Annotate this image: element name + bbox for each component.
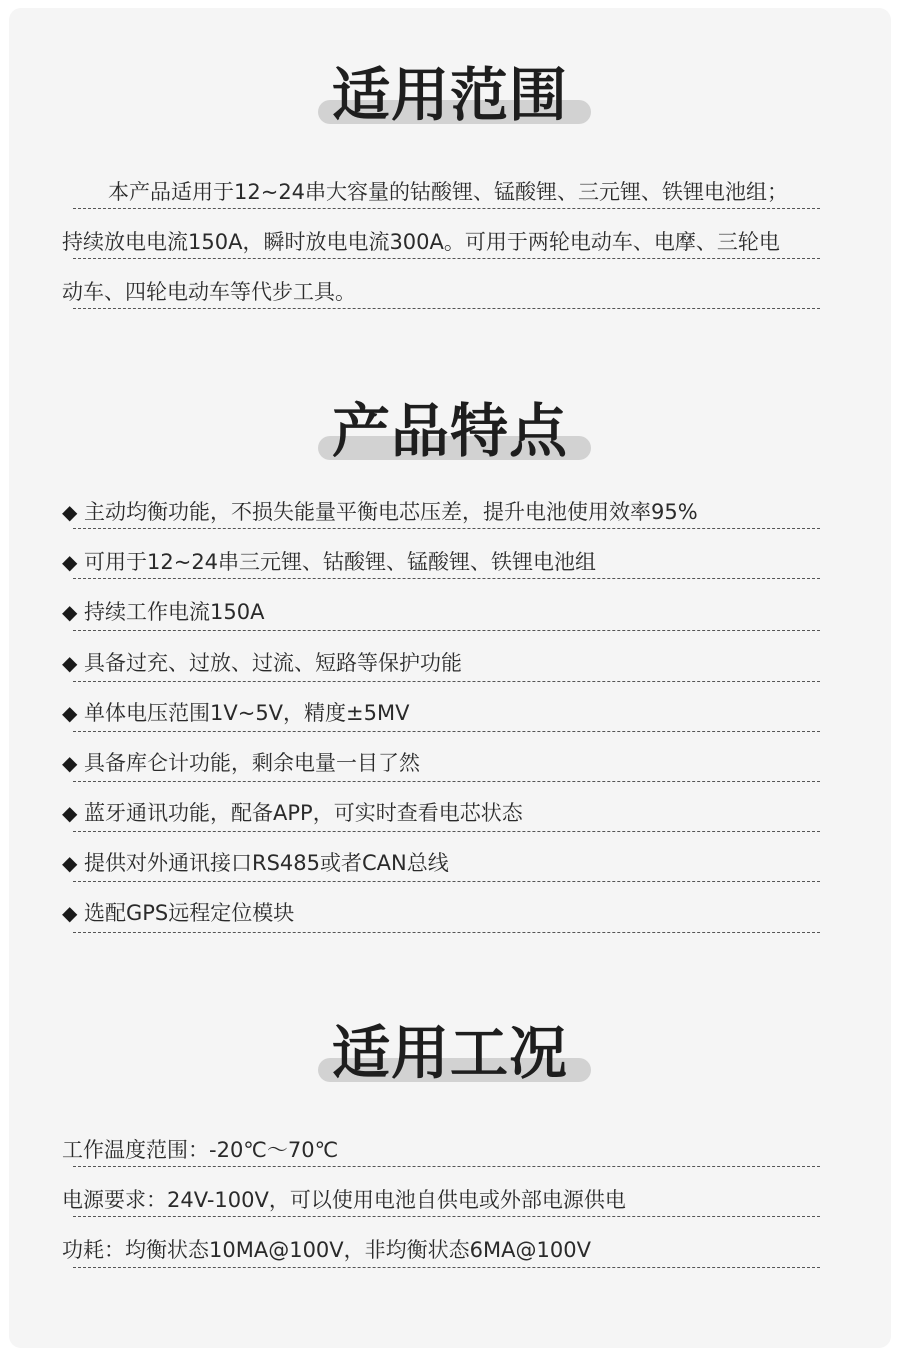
feature-item bbox=[62, 542, 596, 582]
scope-line-3: 动车、四轮电动车等代步工具。 bbox=[62, 280, 356, 304]
dashed-divider bbox=[73, 208, 820, 209]
conditions-title: 适用工况 bbox=[331, 1019, 568, 1087]
features-section-title bbox=[0, 398, 900, 478]
dashed-divider bbox=[73, 831, 820, 832]
feature-item bbox=[62, 492, 698, 532]
feature-item bbox=[62, 843, 449, 883]
diamond-bullet-icon: ◆ bbox=[62, 600, 78, 624]
feature-text: 提供对外通讯接口RS485或者CAN总线 bbox=[84, 851, 449, 875]
diamond-bullet-icon: ◆ bbox=[62, 751, 78, 775]
diamond-bullet-icon: ◆ bbox=[62, 550, 78, 574]
feature-text: 可用于12~24串三元锂、钴酸锂、锰酸锂、铁锂电池组 bbox=[84, 550, 597, 574]
features-title: 产品特点 bbox=[331, 397, 568, 465]
feature-item bbox=[62, 643, 462, 683]
dashed-divider bbox=[73, 932, 820, 933]
feature-text: 具备库仑计功能，剩余电量一目了然 bbox=[84, 751, 420, 775]
feature-text: 单体电压范围1V~5V，精度±5MV bbox=[84, 701, 410, 725]
feature-text: 持续工作电流150A bbox=[84, 600, 265, 624]
dashed-divider bbox=[73, 258, 820, 259]
condition-item: 功耗：均衡状态10MA@100V，非均衡状态6MA@100V bbox=[62, 1238, 591, 1262]
scope-line-2: 持续放电电流150A，瞬时放电电流300A。可用于两轮电动车、电摩、三轮电 bbox=[62, 230, 780, 254]
feature-item bbox=[62, 793, 523, 833]
feature-item bbox=[62, 743, 420, 783]
conditions-section-title bbox=[0, 1020, 900, 1100]
dashed-divider bbox=[73, 578, 820, 579]
feature-item bbox=[62, 693, 410, 733]
dashed-divider bbox=[73, 731, 820, 732]
diamond-bullet-icon: ◆ bbox=[62, 651, 78, 675]
dashed-divider bbox=[73, 308, 820, 309]
diamond-bullet-icon: ◆ bbox=[62, 701, 78, 725]
dashed-divider bbox=[73, 681, 820, 682]
dashed-divider bbox=[73, 528, 820, 529]
dashed-divider bbox=[73, 1166, 820, 1167]
dashed-divider bbox=[73, 630, 820, 631]
feature-text: 蓝牙通讯功能，配备APP，可实时查看电芯状态 bbox=[84, 801, 523, 825]
diamond-bullet-icon: ◆ bbox=[62, 801, 78, 825]
diamond-bullet-icon: ◆ bbox=[62, 901, 78, 925]
diamond-bullet-icon: ◆ bbox=[62, 500, 78, 524]
scope-title: 适用范围 bbox=[331, 61, 568, 129]
dashed-divider bbox=[73, 881, 820, 882]
dashed-divider bbox=[73, 781, 820, 782]
feature-text: 选配GPS远程定位模块 bbox=[84, 901, 295, 925]
feature-text: 具备过充、过放、过流、短路等保护功能 bbox=[84, 651, 462, 675]
feature-item bbox=[62, 592, 264, 632]
feature-text: 主动均衡功能，不损失能量平衡电芯压差，提升电池使用效率95% bbox=[84, 500, 698, 524]
feature-item bbox=[62, 893, 294, 933]
dashed-divider bbox=[73, 1267, 820, 1268]
scope-line-1: 本产品适用于12~24串大容量的钴酸锂、锰酸锂、三元锂、铁锂电池组； bbox=[108, 180, 789, 204]
condition-item: 电源要求：24V-100V，可以使用电池自供电或外部电源供电 bbox=[62, 1188, 626, 1212]
scope-section-title bbox=[0, 62, 900, 142]
condition-item: 工作温度范围：-20℃～70℃ bbox=[62, 1138, 339, 1162]
diamond-bullet-icon: ◆ bbox=[62, 851, 78, 875]
dashed-divider bbox=[73, 1216, 820, 1217]
